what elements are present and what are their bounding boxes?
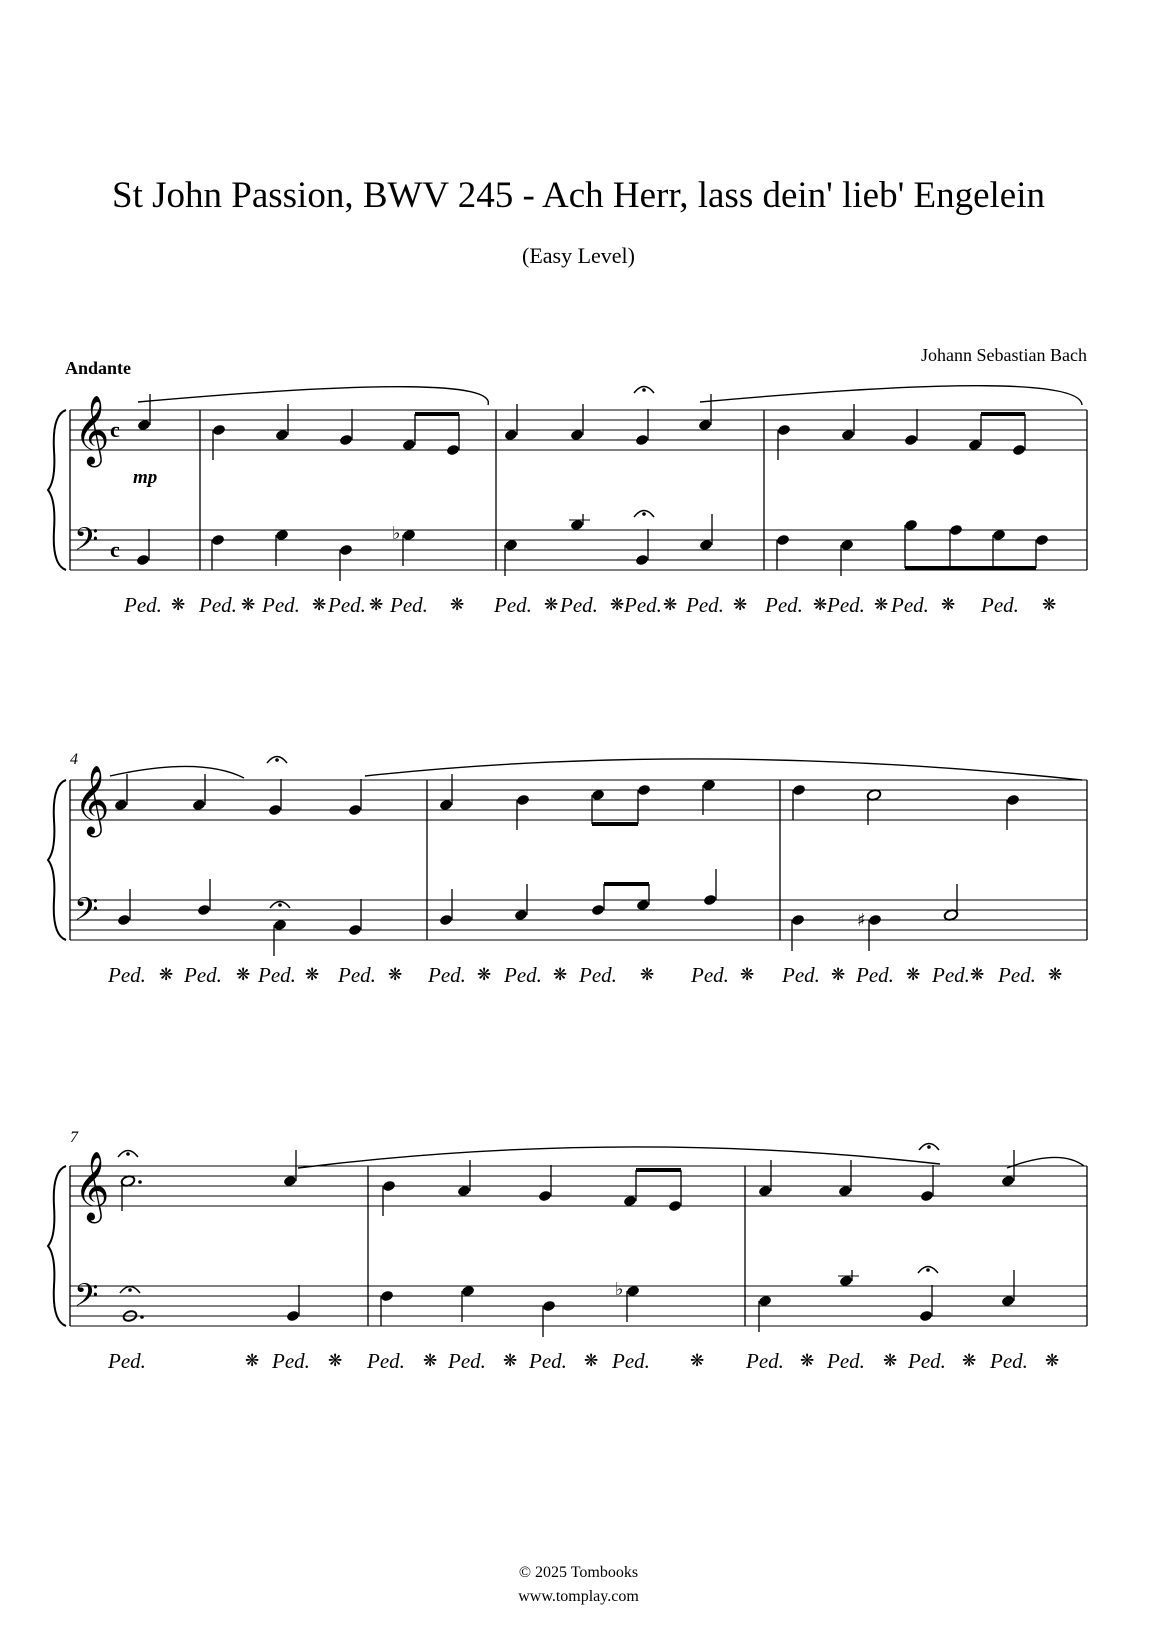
pedal-release-icon: ❋ bbox=[970, 965, 985, 985]
slur bbox=[365, 759, 1082, 780]
pedal-mark: Ped. bbox=[494, 593, 532, 617]
pedal-release-icon: ❋ bbox=[690, 1351, 705, 1371]
pedal-mark: Ped. bbox=[258, 963, 296, 987]
pedal-release-icon: ❋ bbox=[1045, 1351, 1060, 1371]
slur bbox=[298, 1147, 940, 1168]
pedal-release-icon: ❋ bbox=[906, 965, 921, 985]
grand-staff-brace bbox=[48, 780, 66, 940]
pedal-release-icon: ❋ bbox=[610, 595, 625, 615]
treble-clef-icon: 𝄞 bbox=[74, 765, 110, 835]
pedal-mark: Ped. bbox=[856, 963, 894, 987]
bass-notes bbox=[117, 869, 959, 956]
pedal-mark: Ped. bbox=[932, 963, 970, 987]
pedal-markings bbox=[123, 593, 1056, 617]
pedal-release-icon: ❋ bbox=[477, 965, 492, 985]
treble-notes bbox=[118, 1144, 1015, 1217]
pedal-mark: Ped. bbox=[262, 593, 300, 617]
pedal-mark: Ped. bbox=[560, 593, 598, 617]
bass-clef-icon: 𝄢 bbox=[74, 521, 99, 565]
website-link[interactable]: www.tomplay.com bbox=[518, 1588, 639, 1605]
pedal-mark: Ped. bbox=[504, 963, 542, 987]
pedal-mark: Ped. bbox=[782, 963, 820, 987]
pedal-release-icon: ❋ bbox=[423, 1351, 438, 1371]
svg-text:♯: ♯ bbox=[857, 910, 866, 931]
pedal-mark: Ped. bbox=[108, 963, 146, 987]
pedal-release-icon: ❋ bbox=[640, 965, 655, 985]
treble-clef-icon: 𝄞 bbox=[74, 395, 110, 465]
svg-text:♭: ♭ bbox=[615, 1279, 624, 1300]
pedal-release-icon: ❋ bbox=[312, 595, 327, 615]
bass-clef-icon: 𝄢 bbox=[74, 1277, 99, 1321]
piece-title: St John Passion, BWV 245 - Ach Herr, lass dein' lieb' Engelein bbox=[112, 175, 1045, 216]
pedal-mark: Ped. bbox=[579, 963, 617, 987]
grand-staff-brace bbox=[48, 410, 66, 570]
pedal-mark: Ped. bbox=[891, 593, 929, 617]
composer-name: Johann Sebastian Bach bbox=[921, 345, 1087, 365]
pedal-markings bbox=[107, 1349, 1059, 1373]
pedal-mark: Ped. bbox=[827, 1349, 865, 1373]
bass-clef-icon: 𝄢 bbox=[74, 891, 99, 935]
treble-staff bbox=[70, 1166, 1087, 1206]
treble-staff bbox=[70, 780, 1087, 820]
pedal-mark: Ped. bbox=[827, 593, 865, 617]
time-signature-icon: c bbox=[110, 537, 120, 562]
slur bbox=[700, 386, 1082, 405]
barlines bbox=[70, 1166, 1087, 1326]
pedal-mark: Ped. bbox=[328, 593, 366, 617]
pedal-mark: Ped. bbox=[624, 593, 662, 617]
dynamic-marking: mp bbox=[133, 467, 158, 488]
pedal-mark: Ped. bbox=[990, 1349, 1028, 1373]
pedal-release-icon: ❋ bbox=[740, 965, 755, 985]
pedal-mark: Ped. bbox=[367, 1349, 405, 1373]
pedal-release-icon: ❋ bbox=[171, 595, 186, 615]
grand-staff-brace bbox=[48, 1166, 66, 1326]
pedal-release-icon: ❋ bbox=[328, 1351, 343, 1371]
pedal-mark: Ped. bbox=[908, 1349, 946, 1373]
pedal-release-icon: ❋ bbox=[813, 595, 828, 615]
pedal-mark: Ped. bbox=[184, 963, 222, 987]
slur bbox=[138, 387, 488, 405]
treble-notes bbox=[137, 387, 1026, 461]
pedal-release-icon: ❋ bbox=[874, 595, 889, 615]
pedal-mark: Ped. bbox=[448, 1349, 486, 1373]
difficulty-level: (Easy Level) bbox=[522, 243, 635, 268]
system-2 bbox=[0, 751, 1157, 1056]
pedal-mark: Ped. bbox=[124, 593, 162, 617]
pedal-release-icon: ❋ bbox=[503, 1351, 518, 1371]
pedal-release-icon: ❋ bbox=[369, 595, 384, 615]
copyright-notice: © 2025 Tombooks bbox=[518, 1564, 639, 1581]
pedal-release-icon: ❋ bbox=[962, 1351, 977, 1371]
svg-text:♭: ♭ bbox=[392, 523, 401, 544]
pedal-release-icon: ❋ bbox=[305, 965, 320, 985]
barlines bbox=[70, 780, 1087, 940]
measure-number: 4 bbox=[70, 751, 78, 768]
pedal-release-icon: ❋ bbox=[236, 965, 251, 985]
pedal-mark: Ped. bbox=[691, 963, 729, 987]
pedal-mark: Ped. bbox=[981, 593, 1019, 617]
pedal-mark: Ped. bbox=[529, 1349, 567, 1373]
pedal-release-icon: ❋ bbox=[450, 595, 465, 615]
pedal-release-icon: ❋ bbox=[663, 595, 678, 615]
pedal-mark: Ped. bbox=[390, 593, 428, 617]
tempo-marking: Andante bbox=[65, 358, 132, 378]
bass-staff bbox=[70, 1286, 1087, 1326]
pedal-markings bbox=[107, 963, 1062, 987]
pedal-mark: Ped. bbox=[746, 1349, 784, 1373]
pedal-mark: Ped. bbox=[686, 593, 724, 617]
pedal-mark: Ped. bbox=[199, 593, 237, 617]
pedal-release-icon: ❋ bbox=[159, 965, 174, 985]
pedal-mark: Ped. bbox=[612, 1349, 650, 1373]
pedal-release-icon: ❋ bbox=[1048, 965, 1063, 985]
pedal-release-icon: ❋ bbox=[1042, 595, 1057, 615]
pedal-release-icon: ❋ bbox=[800, 1351, 815, 1371]
pedal-mark: Ped. bbox=[428, 963, 466, 987]
pedal-mark: Ped. bbox=[765, 593, 803, 617]
pedal-mark: Ped. bbox=[108, 1349, 146, 1373]
measure-number: 7 bbox=[70, 1129, 78, 1146]
pedal-mark: Ped. bbox=[272, 1349, 310, 1373]
pedal-release-icon: ❋ bbox=[544, 595, 559, 615]
bass-staff bbox=[70, 530, 1087, 570]
system-3 bbox=[0, 1129, 1157, 1440]
pedal-release-icon: ❋ bbox=[245, 1351, 260, 1371]
pedal-release-icon: ❋ bbox=[388, 965, 403, 985]
treble-clef-icon: 𝄞 bbox=[74, 1151, 110, 1221]
pedal-release-icon: ❋ bbox=[883, 1351, 898, 1371]
time-signature-icon: c bbox=[110, 417, 120, 442]
pedal-release-icon: ❋ bbox=[584, 1351, 599, 1371]
slur bbox=[110, 766, 244, 778]
pedal-mark: Ped. bbox=[998, 963, 1036, 987]
pedal-release-icon: ❋ bbox=[941, 595, 956, 615]
treble-notes bbox=[114, 757, 1020, 831]
pedal-release-icon: ❋ bbox=[553, 965, 568, 985]
pedal-release-icon: ❋ bbox=[733, 595, 748, 615]
pedal-release-icon: ❋ bbox=[831, 965, 846, 985]
pedal-release-icon: ❋ bbox=[241, 595, 256, 615]
system-1 bbox=[0, 380, 1157, 680]
bass-staff bbox=[70, 900, 1087, 940]
pedal-mark: Ped. bbox=[338, 963, 376, 987]
